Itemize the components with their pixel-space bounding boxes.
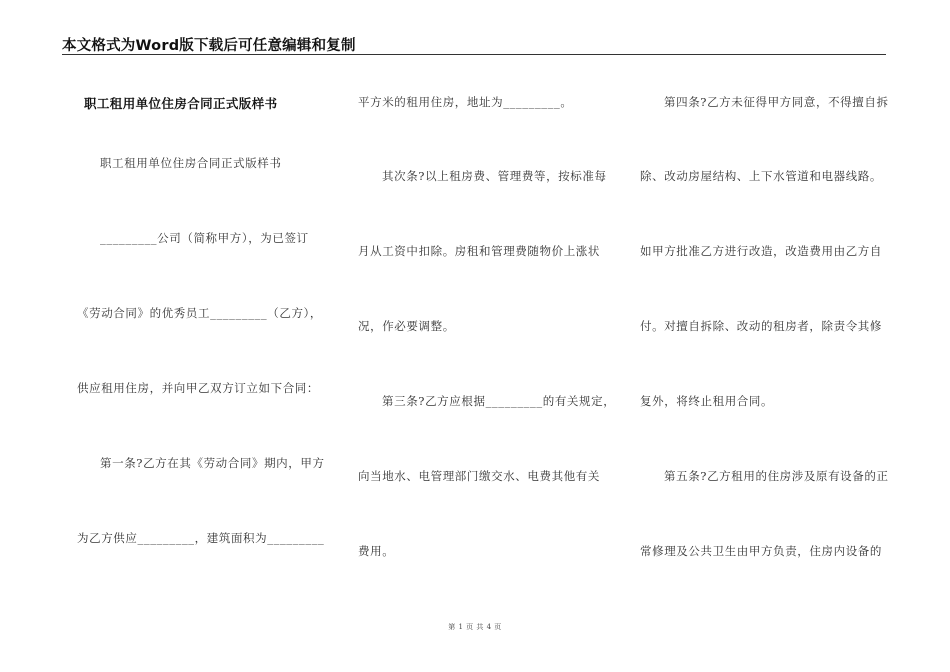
text-line: 常修理及公共卫生由甲方负责，住房内设备的 [640,544,882,558]
text-line: 平方米的租用住房，地址为_________。 [358,95,573,109]
page-number: 第 1 页 共 4 页 [448,623,502,631]
text-line: 如甲方批准乙方进行改造，改造费用由乙方自 [640,244,882,258]
text-line: 为乙方供应_________，建筑面积为_________ [77,531,325,545]
text-line: 《劳动合同》的优秀员工_________（乙方）， [77,306,322,320]
text-line: 况，作必要调整。 [358,319,455,333]
document-title: 职工租用单位住房合同正式版样书 [84,96,278,111]
text-line: 职工租用单位住房合同正式版样书 [100,156,282,170]
text-line: 第一条?乙方在其《劳动合同》期内，甲方 [100,456,325,470]
text-line: 供应租用住房，并向甲乙双方订立如下合同： [77,381,319,395]
text-line: _________公司（简称甲方），为已签订 [100,231,309,245]
text-line: 月从工资中扣除。房租和管理费随物价上涨状 [358,244,600,258]
text-line: 除、改动房屋结构、上下水管道和电器线路。 [640,169,882,183]
text-line: 付。对擅自拆除、改动的租房者，除责令其修 [640,319,882,333]
text-line: 第五条?乙方租用的住房涉及原有设备的正 [664,469,889,483]
page-header [62,34,886,55]
text-line: 复外，将终止租用合同。 [640,394,774,408]
text-line: 费用。 [358,544,395,558]
text-line: 其次条?以上租房费、管理费等，按标准每 [382,169,607,183]
text-line: 第三条?乙方应根据_________的有关规定， [382,394,616,408]
text-line: 第四条?乙方未征得甲方同意，不得擅自拆 [664,95,889,109]
text-line: 向当地水、电管理部门缴交水、电费其他有关 [358,469,600,483]
header-text: 本文格式为Word版下载后可任意编辑和复制 [62,38,356,54]
